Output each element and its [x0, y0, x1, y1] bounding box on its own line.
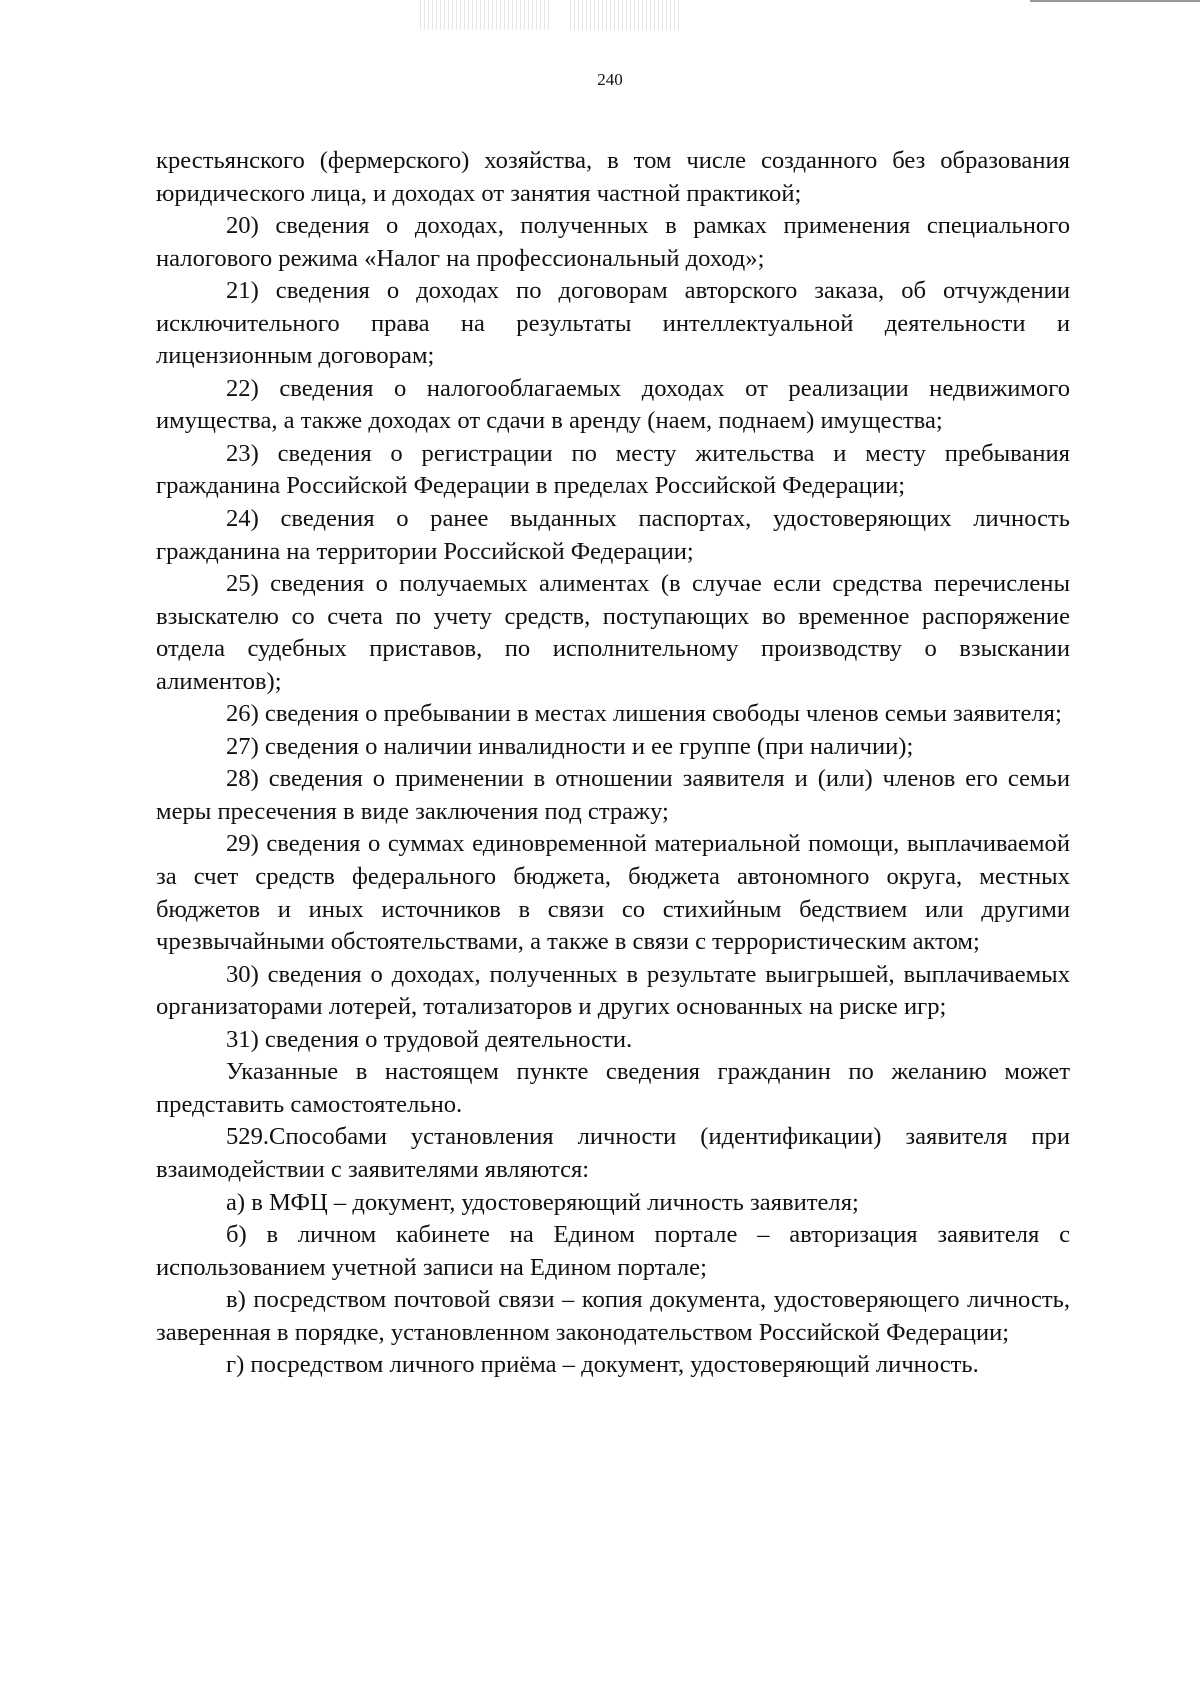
paragraph: крестьянского (фермерского) хозяйства, в том числе созданного без образования юридического лица, и доходах от занятия частной практикой; — [156, 147, 1070, 207]
paragraph: в) посредством почтовой связи – копия документа, удостоверяющего личность, заверенная в порядке, установленном законодательством Российской Федерации; — [156, 1286, 1070, 1346]
paragraph: 29) сведения о суммах единовременной материальной помощи, выплачиваемой за счет средств федерального бюджета, бюджета автономного округа, местных бюджетов и иных источников в связи со стихийным бедствием или другими чрезвычайными обстоятельствами, а также в связи с террористическим актом; — [156, 830, 1070, 956]
scan-artifact — [570, 0, 680, 30]
paragraph: 22) сведения о налогооблагаемых доходах от реализации недвижимого имущества, а также доходах от сдачи в аренду (наем, поднаем) имущества; — [156, 374, 1070, 435]
paragraph: г) посредством личного приёма – документ, удостоверяющий личность. — [226, 1351, 979, 1379]
scan-edge-line — [1030, 0, 1200, 2]
paragraph: б) в личном кабинете на Едином портале – авторизация заявителя с использованием учетной записи на Едином портале; — [156, 1221, 1070, 1281]
paragraph: 21) сведения о доходах по договорам авторского заказа, об отчуждении исключительного права на результаты интеллектуальной деятельности и лицензионным договорам; — [156, 277, 1070, 370]
paragraph: 27) сведения о наличии инвалидности и ее группе (при наличии); — [226, 732, 914, 760]
paragraph: 30) сведения о доходах, полученных в результате выигрышей, выплачиваемых организаторами лотерей, тотализаторов и других основанных на риске игр; — [156, 960, 1070, 1021]
paragraph: 23) сведения о регистрации по месту жительства и месту пребывания гражданина Российской Федерации в пределах Российской Федерации; — [156, 439, 1070, 500]
paragraph: 20) сведения о доходах, полученных в рамках применения специального налогового режима «Налог на профессиональный доход»; — [156, 212, 1070, 272]
paragraph: 25) сведения о получаемых алиментах (в случае если средства перечислены взыскателю со счета по учету средств, поступающих во временное распоряжение отдела судебных приставов, по исполнительному производству о взыскании алиментов); — [156, 570, 1070, 695]
paragraph: 24) сведения о ранее выданных паспортах, удостоверяющих личность гражданина на территории Российской Федерации; — [156, 505, 1070, 565]
paragraph: 529.Способами установления личности (идентификации) заявителя при взаимодействии с заявителями являются: — [156, 1123, 1070, 1183]
paragraph: а) в МФЦ – документ, удостоверяющий личность заявителя; — [226, 1188, 859, 1216]
paragraph: Указанные в настоящем пункте сведения гражданин по желанию может представить самостоятельно. — [156, 1058, 1070, 1118]
page-number: 240 — [597, 70, 623, 89]
paragraph: 26) сведения о пребывании в местах лишения свободы членов семьи заявителя; — [226, 700, 1062, 728]
paragraph: 31) сведения о трудовой деятельности. — [226, 1025, 633, 1053]
paragraph: 28) сведения о применении в отношении заявителя и (или) членов его семьи меры пресечения в виде заключения под стражу; — [156, 765, 1070, 825]
document-body — [156, 145, 1070, 1382]
scan-artifact — [420, 0, 550, 30]
